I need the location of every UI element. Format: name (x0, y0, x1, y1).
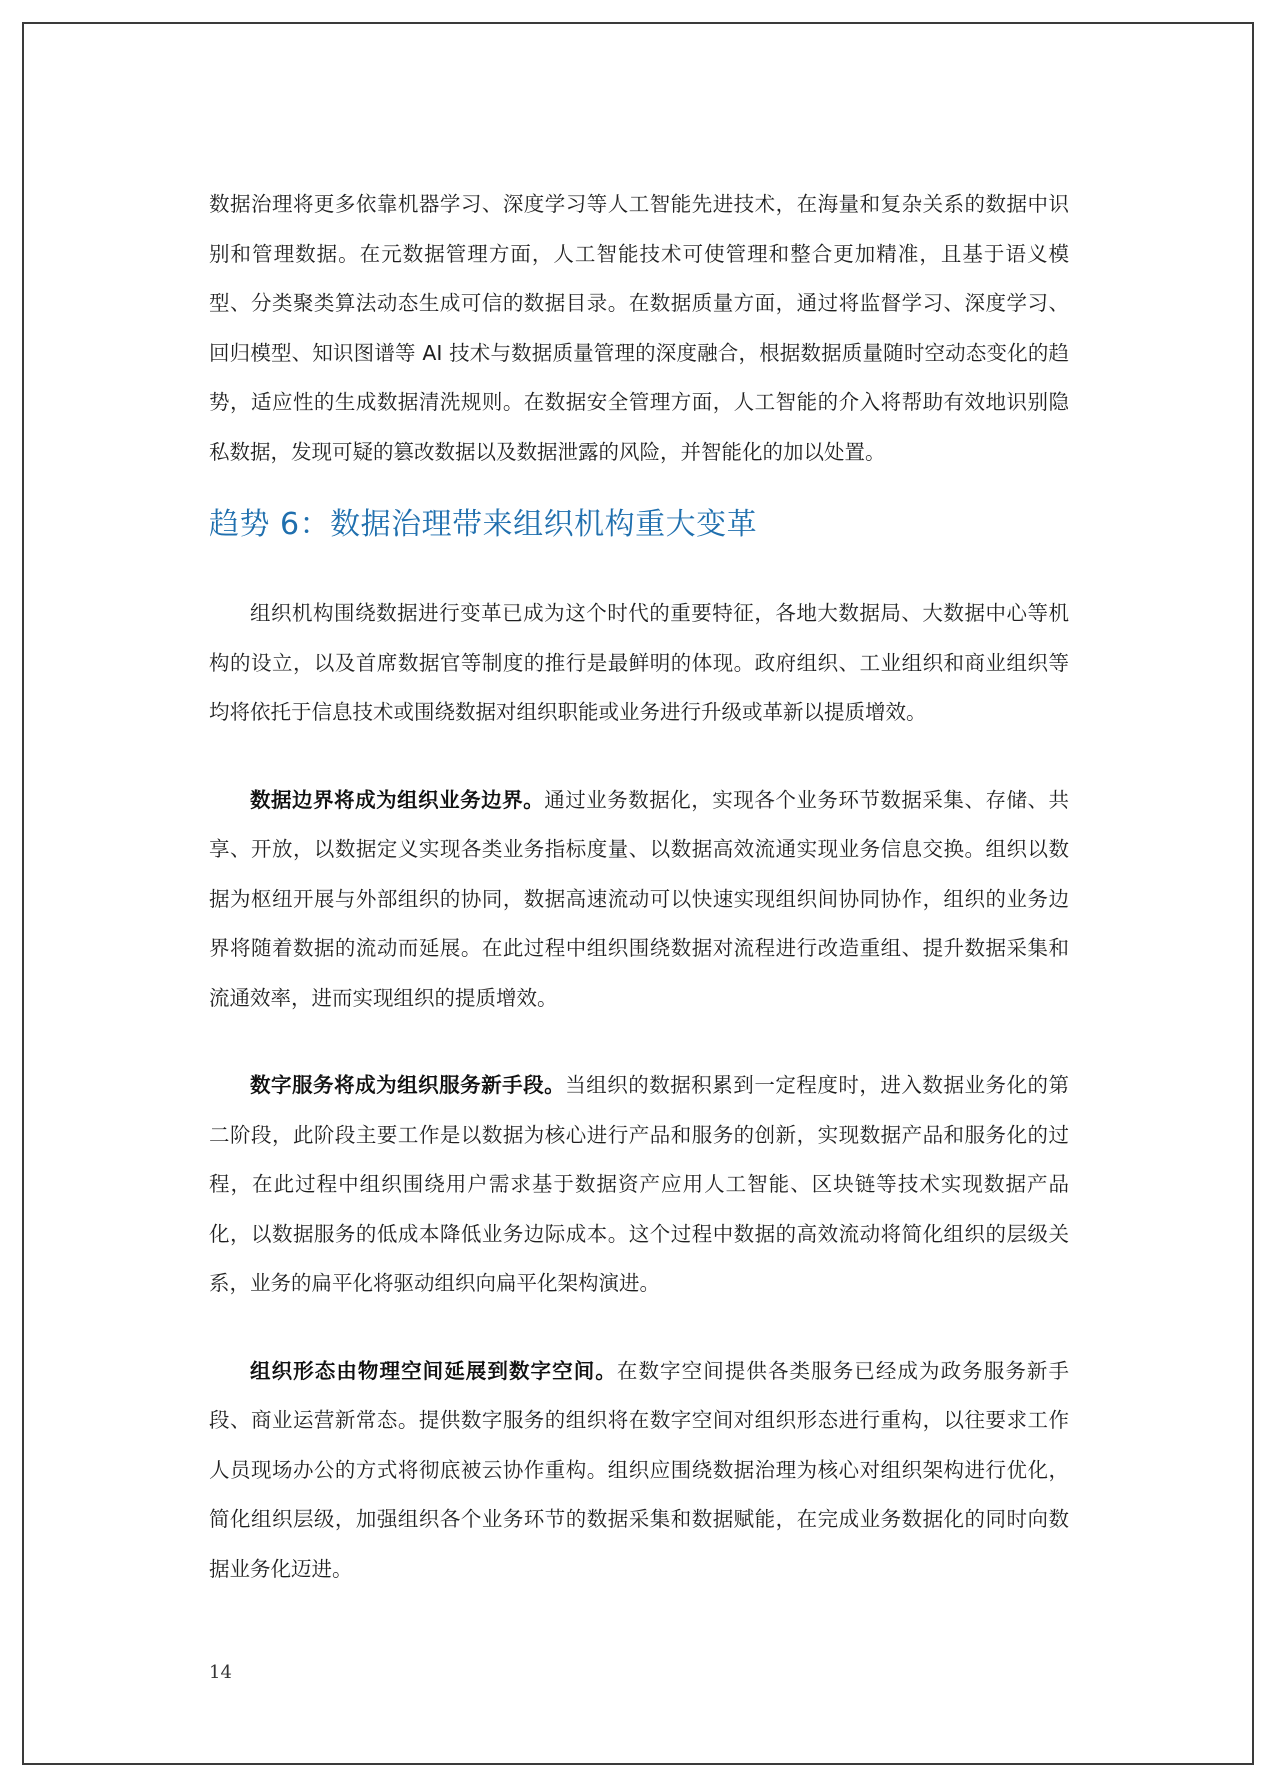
point-paragraph (209, 776, 1069, 1024)
section-heading: 趋势 6：数据治理带来组织机构重大变革 (209, 507, 758, 542)
point-lead: 组织形态由物理空间延展到数字空间。 (250, 1358, 617, 1383)
section-intro-paragraph: 组织机构围绕数据进行变革已成为这个时代的重要特征，各地大数据局、大数据中心等机构的设立，以及首席数据官等制度的推行是最鲜明的体现。政府组织、工业组织和商业组织等均将依托于信息技术或围绕数据对组织职能或业务进行升级或革新以提质增效。 (209, 601, 1069, 724)
document-body (209, 180, 1069, 1594)
page-number: 14 (209, 1662, 232, 1683)
point-paragraph (209, 1347, 1069, 1595)
point-paragraph (209, 1061, 1069, 1309)
intro-paragraph: 数据治理将更多依靠机器学习、深度学习等人工智能先进技术，在海量和复杂关系的数据中识别和管理数据。在元数据管理方面，人工智能技术可使管理和整合更加精准，且基于语义模型、分类聚类算法动态生成可信的数据目录。在数据质量方面，通过将监督学习、深度学习、回归模型、知识图谱等 AI 技术与数据质量管理的深度融合，根据数据质量随时空动态变化的趋势，适应性的生成数据清洗规则。在数据安全管理方面，人工智能的介入将帮助有效地识别隐私数据，发现可疑的篡改数据以及数据泄露的风险，并智能化的加以处置。 (209, 192, 1069, 464)
point-body: 当组织的数据积累到一定程度时，进入数据业务化的第二阶段，此阶段主要工作是以数据为核心进行产品和服务的创新，实现数据产品和服务化的过程，在此过程中组织围绕用户需求基于数据资产应用人工智能、区块链等技术实现数据产品化，以数据服务的低成本降低业务边际成本。这个过程中数据的高效流动将简化组织的层级关系，业务的扁平化将驱动组织向扁平化架构演进。 (209, 1073, 1070, 1295)
point-body: 通过业务数据化，实现各个业务环节数据采集、存储、共享、开放，以数据定义实现各类业务指标度量、以数据高效流通实现业务信息交换。组织以数据为枢纽开展与外部组织的协同，数据高速流动可以快速实现组织间协同协作，组织的业务边界将随着数据的流动而延展。在此过程中组织围绕数据对流程进行改造重组、提升数据采集和流通效率，进而实现组织的提质增效。 (209, 787, 1070, 1010)
point-lead: 数据边界将成为组织业务边界。 (250, 787, 545, 812)
point-body: 在数字空间提供各类服务已经成为政务服务新手段、商业运营新常态。提供数字服务的组织将在数字空间对组织形态进行重构，以往要求工作人员现场办公的方式将彻底被云协作重构。组织应围绕数据治理为核心对组织架构进行优化，简化组织层级，加强组织各个业务环节的数据采集和数据赋能，在完成业务数据化的同时向数据业务化迈进。 (209, 1358, 1070, 1581)
point-lead: 数字服务将成为组织服务新手段。 (250, 1073, 566, 1097)
